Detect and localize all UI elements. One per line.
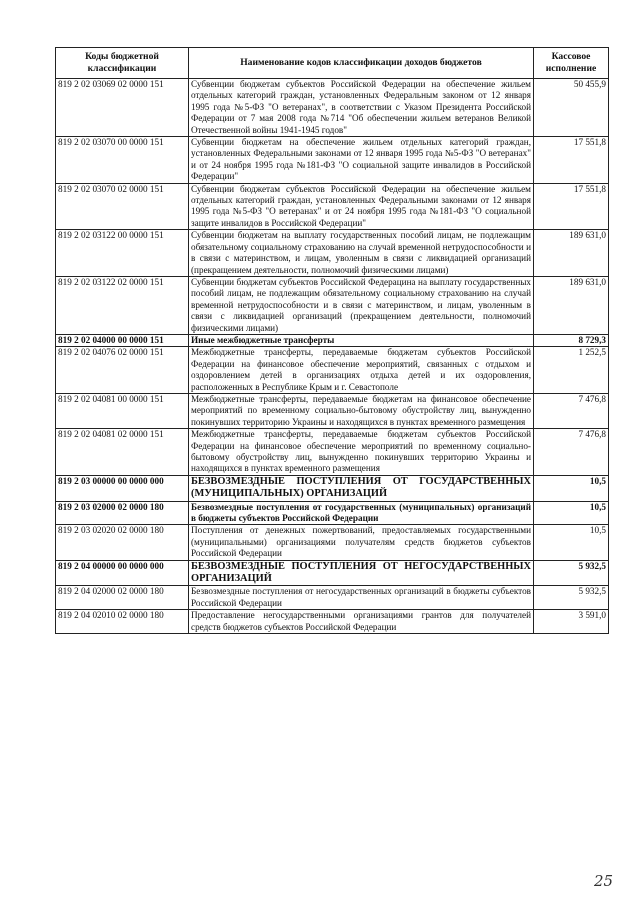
row-name: Межбюджетные трансферты, передаваемые бюджетам субъектов Российской Федерации на финансовое обеспечение мероприятий по временному социально-бытовому обустройству лиц, вынужденно покинувших территорию Украины и находящихся в пунктах временного размещения: [189, 429, 534, 476]
table-row: [56, 276, 609, 334]
page-number: 25: [594, 872, 614, 890]
table-body: [56, 79, 609, 634]
row-amount: 8 729,3: [534, 334, 609, 346]
row-amount: 5 932,5: [534, 586, 609, 610]
row-amount: 50 455,9: [534, 79, 609, 137]
header-amount: Кассовое исполнение: [534, 48, 609, 79]
table-row: [56, 586, 609, 610]
row-name: Безвозмездные поступления от государственных (муниципальных) организаций в бюджеты субъектов Российской Федерации: [189, 501, 534, 525]
header-code: Коды бюджетной классификации: [56, 48, 189, 79]
table-header-row: [56, 48, 609, 79]
budget-table: [55, 47, 609, 634]
row-code: 819 2 02 04081 02 0000 151: [56, 429, 189, 476]
row-code: 819 2 02 03069 02 0000 151: [56, 79, 189, 137]
row-name: Межбюджетные трансферты, передаваемые бюджетам субъектов Российской Федерации на финансовое обеспечение мероприятий, связанных с отдыхом и оздоровлением детей в организациях отдыха детей и их оздоровления, расположенных в Республике Крым и г. Севастополе: [189, 347, 534, 394]
row-code: 819 2 04 02000 02 0000 180: [56, 586, 189, 610]
row-name: Безвозмездные поступления от негосударственных организаций в бюджеты субъектов Российской Федерации: [189, 586, 534, 610]
row-amount: 17 551,8: [534, 137, 609, 184]
row-code: 819 2 02 04000 00 0000 151: [56, 334, 189, 346]
row-name: Субвенции бюджетам субъектов Российской Федерации на обеспечение жильем отдельных категорий граждан, установленных Федеральными законами от 12 января 1995 года №5-ФЗ "О ветеранах" и от 24 ноября 1995 года №181-ФЗ "О социальной защите инвалидов в Российской Федерации": [189, 183, 534, 230]
row-amount: 10,5: [534, 525, 609, 560]
table-row: [56, 475, 609, 501]
row-amount: 189 631,0: [534, 276, 609, 334]
row-code: 819 2 02 03122 00 0000 151: [56, 230, 189, 277]
row-code: 819 2 04 02010 02 0000 180: [56, 610, 189, 634]
row-name: Субвенции бюджетам субъектов Российской Федерации на обеспечение жильем отдельных категорий граждан, установленных Федеральным законом от 12 января 1995 года №5-ФЗ "О ветеранах", в соответствии с Указом Президента Российской Федерации от 7 мая 2008 года №714 "Об обеспечении жильем ветеранов Великой Отечественной войны 1941-1945 годов": [189, 79, 534, 137]
table-row: [56, 347, 609, 394]
row-name: Иные межбюджетные трансферты: [189, 334, 534, 346]
table-row: [56, 334, 609, 346]
row-amount: 5 932,5: [534, 560, 609, 586]
row-amount: 10,5: [534, 475, 609, 501]
row-name: Субвенции бюджетам субъектов Российской Федерацина на выплату государственных пособий лицам, не подлежащим обязательному социальному страхованию на случай временной нетрудоспособности и в связи с материнством, и лицам, уволенным в связи с ликвидацией организаций (прекращением деятельности, полномочий физическими лицами): [189, 276, 534, 334]
row-code: 819 2 02 04081 00 0000 151: [56, 393, 189, 428]
row-amount: 7 476,8: [534, 393, 609, 428]
table-row: [56, 183, 609, 230]
row-name: Субвенции бюджетам на обеспечение жильем отдельных категорий граждан, установленных Федеральными законами от 12 января 1995 года №5-ФЗ "О ветеранах" и от 24 ноября 1995 года №181-ФЗ "О социальной защите инвалидов в Российской Федерации": [189, 137, 534, 184]
row-code: 819 2 03 02020 02 0000 180: [56, 525, 189, 560]
table-row: [56, 525, 609, 560]
row-amount: 1 252,5: [534, 347, 609, 394]
row-name: БЕЗВОЗМЕЗДНЫЕ ПОСТУПЛЕНИЯ ОТ ГОСУДАРСТВЕННЫХ (МУНИЦИПАЛЬНЫХ) ОРГАНИЗАЦИЙ: [189, 475, 534, 501]
table-row: [56, 610, 609, 634]
table-row: [56, 501, 609, 525]
row-amount: 10,5: [534, 501, 609, 525]
row-code: 819 2 02 03122 02 0000 151: [56, 276, 189, 334]
row-name: Поступления от денежных пожертвований, предоставляемых государственными (муниципальными) организациями получателям средств бюджетов субъектов Российской Федерации: [189, 525, 534, 560]
table-row: [56, 393, 609, 428]
table-row: [56, 429, 609, 476]
row-code: 819 2 02 04076 02 0000 151: [56, 347, 189, 394]
row-code: 819 2 02 03070 00 0000 151: [56, 137, 189, 184]
row-name: Предоставление негосударственными организациями грантов для получателей средств бюджетов субъектов Российской Федерации: [189, 610, 534, 634]
row-amount: 17 551,8: [534, 183, 609, 230]
row-amount: 189 631,0: [534, 230, 609, 277]
header-name: Наименование кодов классификации доходов бюджетов: [189, 48, 534, 79]
row-code: 819 2 04 00000 00 0000 000: [56, 560, 189, 586]
table-row: [56, 79, 609, 137]
row-code: 819 2 02 03070 02 0000 151: [56, 183, 189, 230]
table-row: [56, 560, 609, 586]
table-row: [56, 230, 609, 277]
table-row: [56, 137, 609, 184]
row-name: БЕЗВОЗМЕЗДНЫЕ ПОСТУПЛЕНИЯ ОТ НЕГОСУДАРСТВЕННЫХ ОРГАНИЗАЦИЙ: [189, 560, 534, 586]
row-amount: 7 476,8: [534, 429, 609, 476]
row-name: Субвенции бюджетам на выплату государственных пособий лицам, не подлежащим обязательному социальному страхованию на случай временной нетрудоспособности и в связи с материнством, и лицам, уволенным в связи с ликвидацией организаций (прекращением деятельности, полномочий физическими лицами): [189, 230, 534, 277]
row-name: Межбюджетные трансферты, передаваемые бюджетам на финансовое обеспечение мероприятий по временному социально-бытовому обустройству лиц, вынужденно покинувших территорию Украины и находящихся в пунктах временного размещения: [189, 393, 534, 428]
row-code: 819 2 03 02000 02 0000 180: [56, 501, 189, 525]
row-amount: 3 591,0: [534, 610, 609, 634]
row-code: 819 2 03 00000 00 0000 000: [56, 475, 189, 501]
